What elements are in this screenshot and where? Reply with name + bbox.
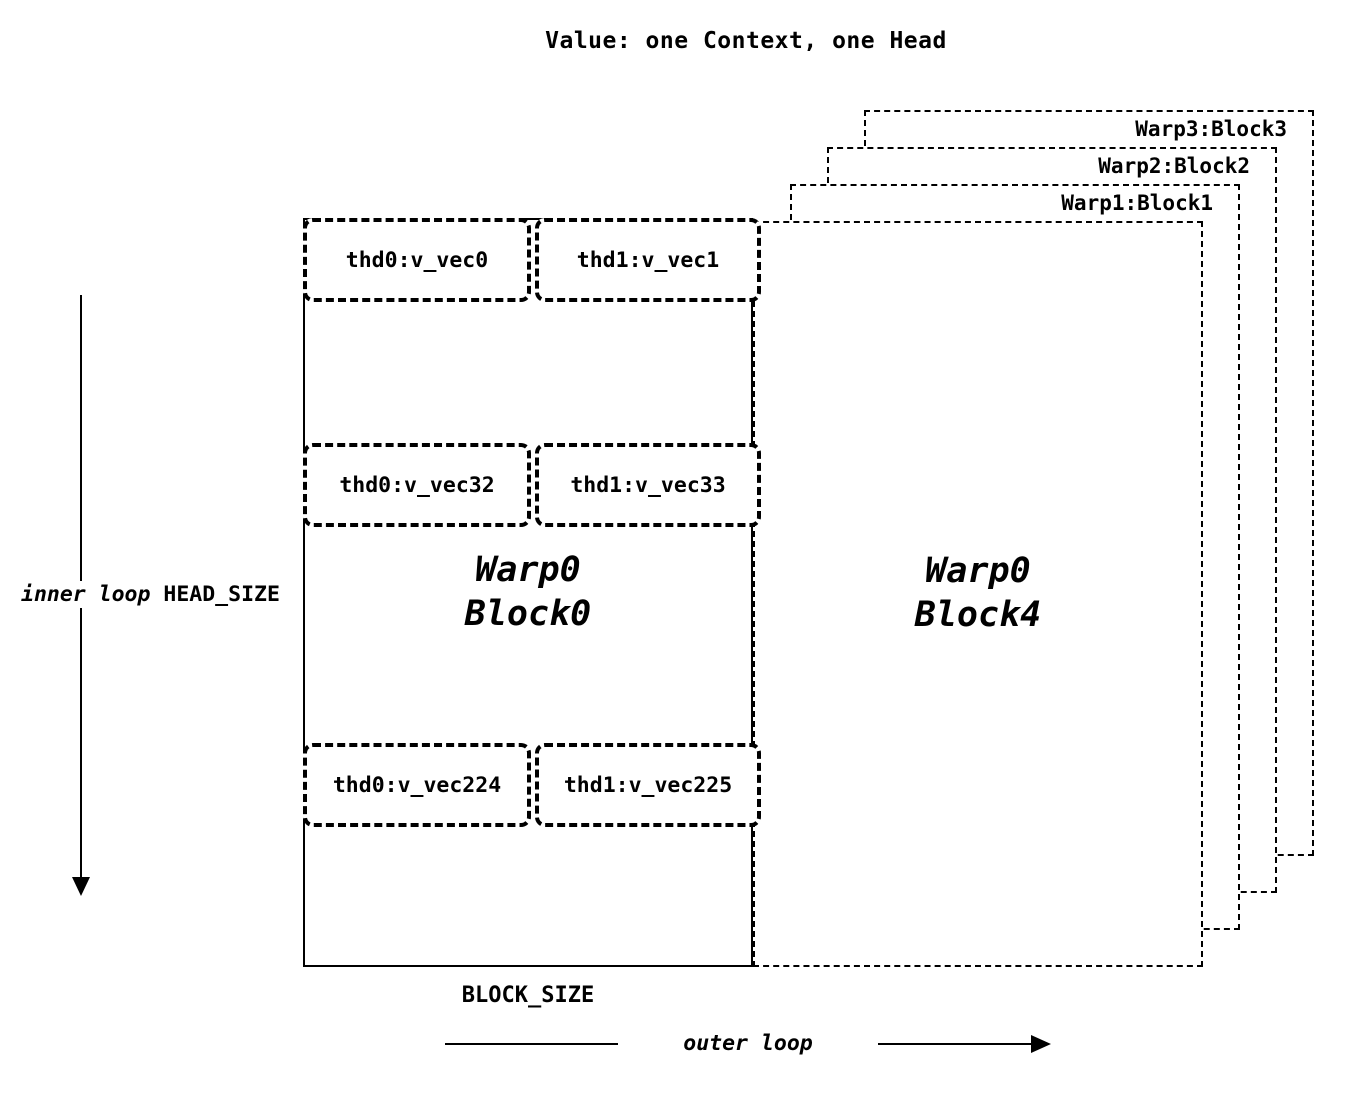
vec-cell-thd1-v-vec225: thd1:v_vec225 [535, 743, 761, 827]
warp0-block4-label-line2: Block4 [914, 595, 1042, 635]
warp0-block0-label-line1: Warp0 [475, 549, 581, 590]
arrowhead-right-icon [1031, 1035, 1051, 1053]
diagram-title: Value: one Context, one Head [545, 28, 947, 54]
inner-loop-axis-label [18, 581, 283, 608]
vec-cell-thd0-v-vec32: thd0:v_vec32 [303, 443, 531, 527]
warp0-block0-label-line2: Block0 [464, 593, 592, 634]
warp0-block4-label [755, 223, 1201, 965]
inner-loop-label: inner loop [21, 582, 151, 607]
warp0-block0-box [303, 218, 753, 967]
warp2-block2-label: Warp2:Block2 [1098, 154, 1250, 178]
warp1-block1-label: Warp1:Block1 [1061, 191, 1213, 215]
warp0-block4-box [753, 221, 1203, 967]
warp0-block4-label-line1: Warp0 [925, 551, 1031, 592]
outer-loop-label: outer loop [618, 1031, 878, 1056]
arrowhead-down-icon [72, 877, 90, 896]
block-size-label: BLOCK_SIZE [461, 983, 595, 1008]
vec-cell-thd0-v-vec224: thd0:v_vec224 [303, 743, 531, 827]
vec-cell-thd0-v-vec0: thd0:v_vec0 [303, 218, 531, 302]
warp3-block3-label: Warp3:Block3 [1135, 117, 1287, 141]
warp0-block0-label [305, 220, 751, 965]
vec-cell-thd1-v-vec1: thd1:v_vec1 [535, 218, 761, 302]
head-size-label: HEAD_SIZE [163, 582, 280, 607]
vec-cell-thd1-v-vec33: thd1:v_vec33 [535, 443, 761, 527]
